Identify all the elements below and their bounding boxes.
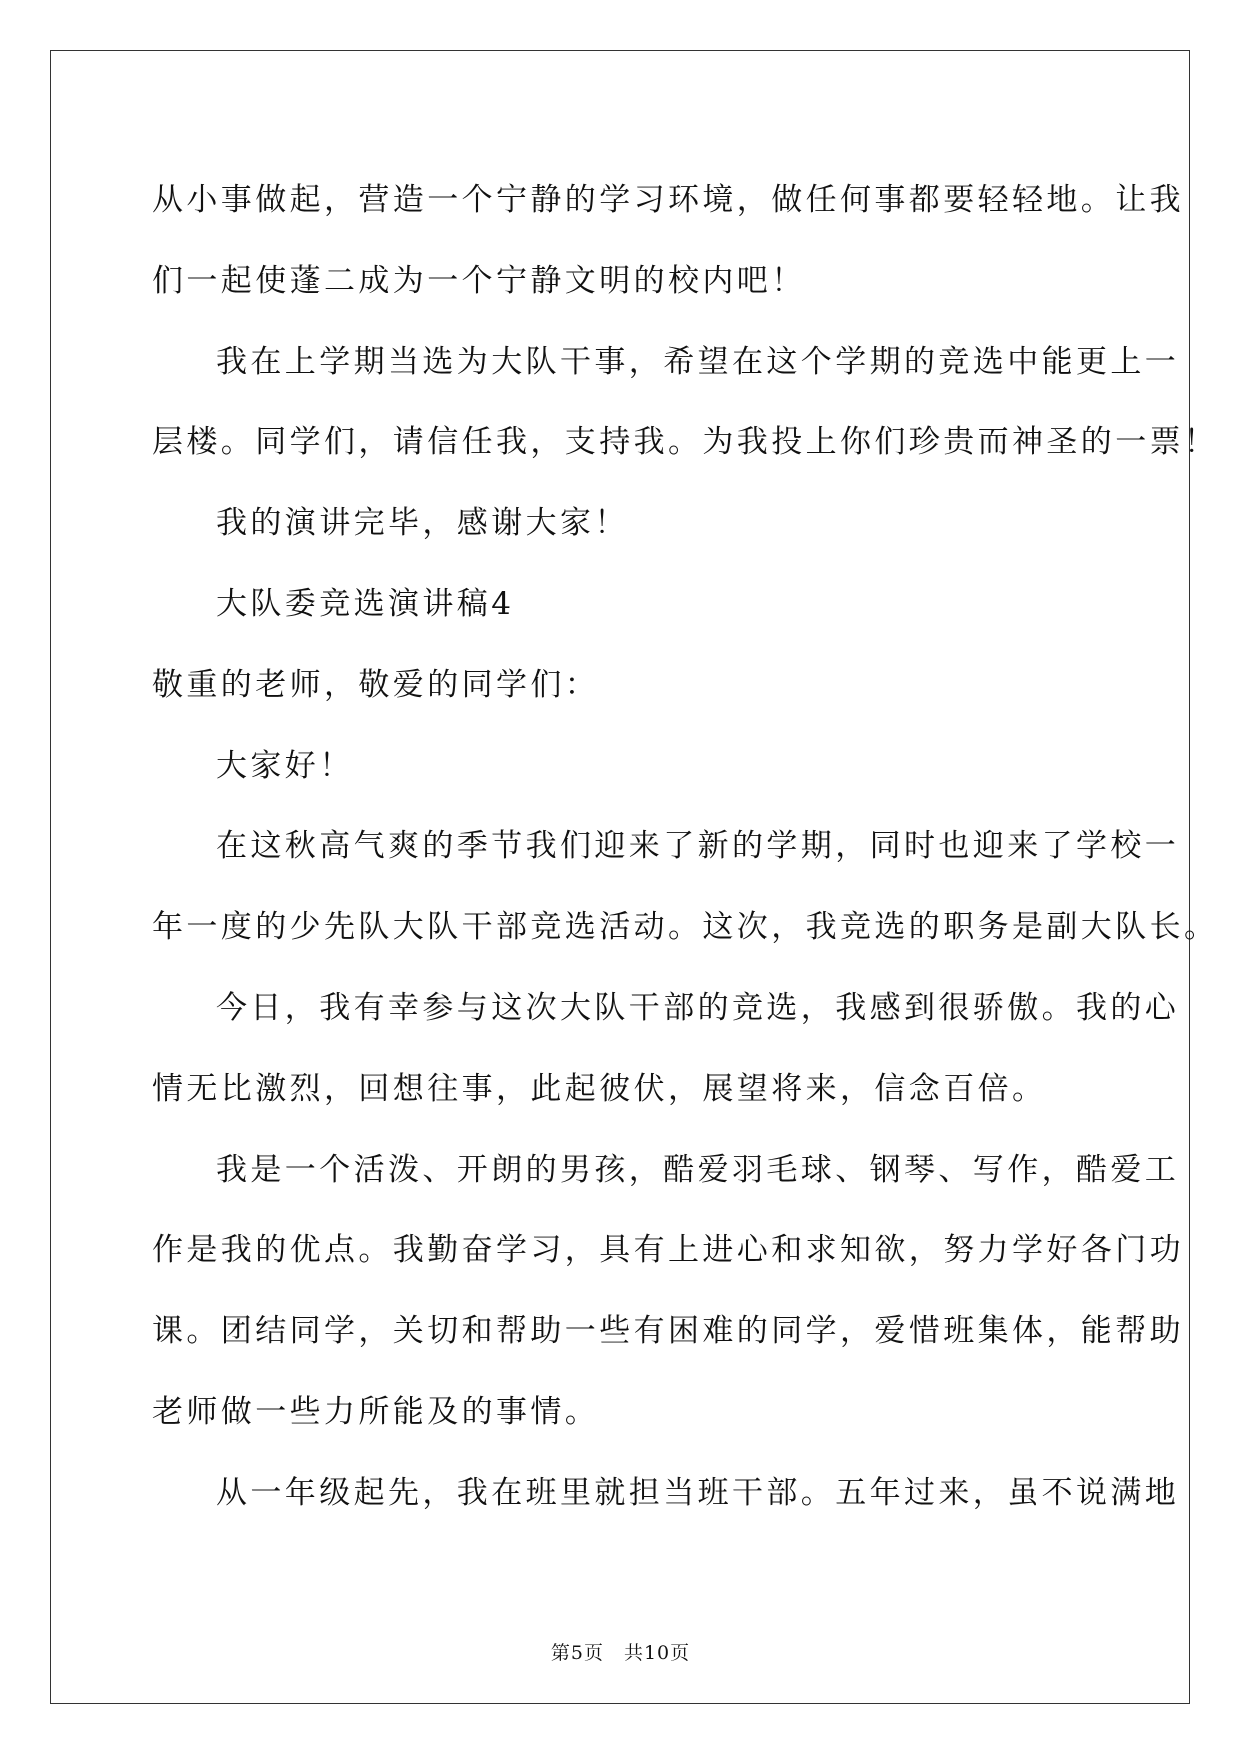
section-heading: 大队委竞选演讲稿4 — [216, 585, 515, 622]
greeting: 大家好！ — [216, 747, 354, 784]
salutation: 敬重的老师，敬爱的同学们： — [152, 666, 600, 703]
text-line: 课。团结同学，关切和帮助一些有困难的同学，爱惜班集体，能帮助 — [152, 1313, 1184, 1350]
text-line: 我在上学期当选为大队干事，希望在这个学期的竞选中能更上一 — [216, 343, 1180, 380]
text-line: 在这秋高气爽的季节我们迎来了新的学期，同时也迎来了学校一 — [216, 828, 1180, 865]
text-line: 年一度的少先队大队干部竞选活动。这次，我竞选的职务是副大队长。 — [152, 909, 1219, 946]
text-line: 老师做一些力所能及的事情。 — [152, 1393, 600, 1430]
document-body — [152, 160, 1219, 1534]
text-line: 从小事做起，营造一个宁静的学习环境，做任何事都要轻轻地。让我 — [152, 182, 1184, 218]
text-line: 层楼。同学们，请信任我，支持我。为我投上你们珍贵而神圣的一票！ — [152, 424, 1219, 461]
page-number-footer: 第5页 共10页 — [550, 1642, 691, 1664]
text-line: 我是一个活泼、开朗的男孩，酷爱羽毛球、钢琴、写作，酷爱工 — [216, 1151, 1180, 1188]
text-line: 情无比激烈，回想往事，此起彼伏，展望将来，信念百倍。 — [152, 1070, 1047, 1107]
text-line: 们一起使蓬二成为一个宁静文明的校内吧！ — [152, 262, 806, 299]
text-line: 今日，我有幸参与这次大队干部的竞选，我感到很骄傲。我的心 — [216, 989, 1180, 1026]
text-line: 从一年级起先，我在班里就担当班干部。五年过来，虽不说满地 — [216, 1474, 1180, 1511]
text-line: 我的演讲完毕，感谢大家！ — [216, 505, 629, 542]
text-line: 作是我的优点。我勤奋学习，具有上进心和求知欲，努力学好各门功 — [152, 1232, 1184, 1269]
